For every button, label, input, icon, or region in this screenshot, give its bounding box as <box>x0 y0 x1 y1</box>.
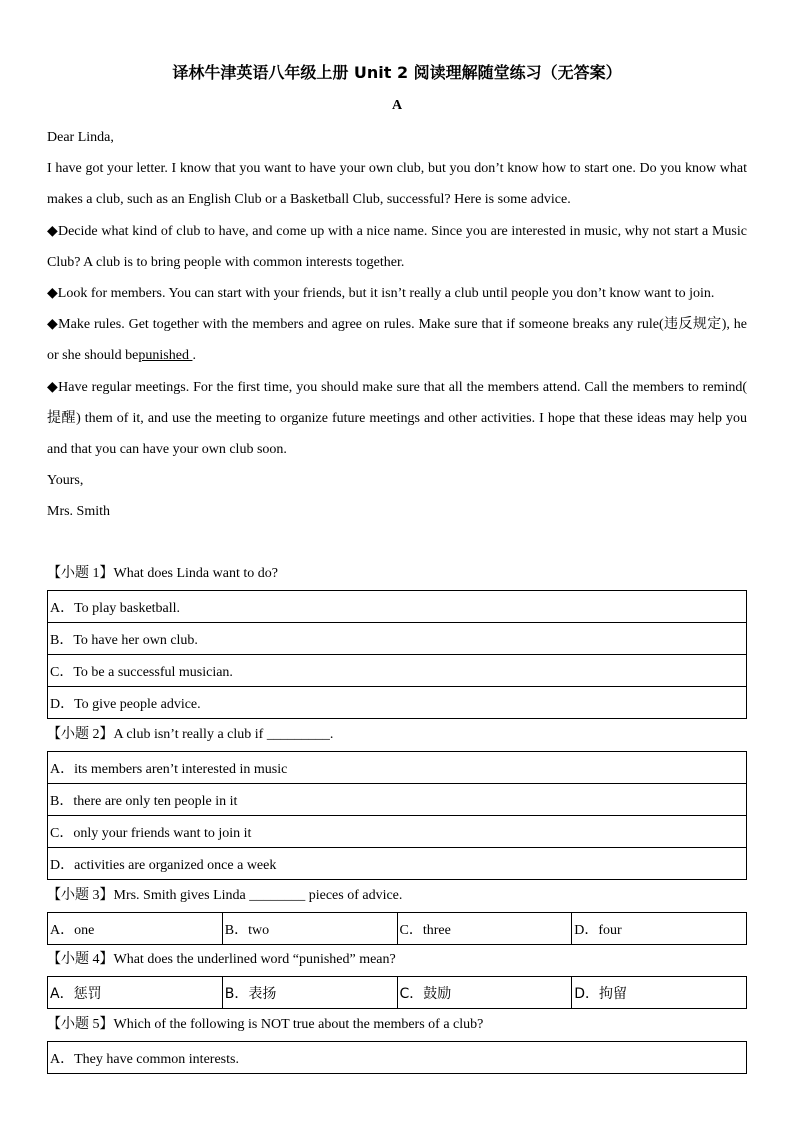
question-2-stem: 【小题 2】A club isn’t really a club if _________. <box>47 727 334 742</box>
q1-option-d[interactable]: D．To give people advice. <box>48 687 747 719</box>
reading-passage <box>47 122 747 528</box>
letter-closing: Yours, <box>47 473 84 489</box>
q4-option-a[interactable]: A．惩罚 <box>48 977 223 1009</box>
letter-signature: Mrs. Smith <box>47 504 111 520</box>
q1-option-c[interactable]: C．To be a successful musician. <box>48 655 747 687</box>
q5-option-a[interactable]: A．They have common interests. <box>48 1042 747 1074</box>
q4-option-d[interactable]: D．拘留 <box>572 977 747 1009</box>
section-label: A <box>391 98 403 113</box>
q3-option-b[interactable]: B．two <box>222 913 397 945</box>
question-4-stem: 【小题 4】What does the underlined word “punished” mean? <box>47 952 396 967</box>
advice-3-text: ◆Make rules. Get together with the members and agree on rules. Make sure that if someone breaks any rule(违反规定), he or she should be <box>47 317 747 364</box>
letter-paragraph-intro: I have got your letter. I know that you want to have your own club, but you don’t know how to start one. Do you know what makes a club, such as an English Club or a Basketball Club, successful? Here is some advice. <box>47 161 747 208</box>
q4-option-b[interactable]: B．表扬 <box>222 977 397 1009</box>
q1-option-a[interactable]: A．To play basketball. <box>48 591 747 623</box>
q4-option-c[interactable]: C．鼓励 <box>397 977 572 1009</box>
q2-option-c[interactable]: C．only your friends want to join it <box>48 816 747 848</box>
letter-advice-2: ◆Look for members. You can start with your friends, but it isn’t really a club until people you don’t know want to join. <box>47 286 715 302</box>
question-1-options <box>47 590 747 719</box>
q2-option-b[interactable]: B．there are only ten people in it <box>48 784 747 816</box>
letter-advice-1: ◆Decide what kind of club to have, and come up with a nice name. Since you are interested in music, why not start a Music Club? A club is to bring people with common interests together. <box>47 223 747 270</box>
question-5-stem: 【小题 5】Which of the following is NOT true about the members of a club? <box>47 1017 484 1032</box>
letter-greeting: Dear Linda, <box>47 130 114 145</box>
question-3-options <box>47 912 747 945</box>
q3-option-a[interactable]: A．one <box>48 913 223 945</box>
q2-option-a[interactable]: A．its members aren’t interested in music <box>48 752 747 784</box>
question-1-stem: 【小题 1】What does Linda want to do? <box>47 566 278 581</box>
question-2-options <box>47 751 747 880</box>
advice-3-end: . <box>192 348 196 364</box>
q3-option-c[interactable]: C．three <box>397 913 572 945</box>
page-title: 译林牛津英语八年级上册 Unit 2 阅读理解随堂练习（无答案） <box>172 63 622 82</box>
letter-advice-4: ◆Have regular meetings. For the first time, you should make sure that all the members attend. Call the members to remind( 提醒) them of it, and use the meeting to organize future meetings and other activities. I hope that these ideas may help you and that you can have your own club soon. <box>47 379 747 458</box>
q2-option-d[interactable]: D．activities are organized once a week <box>48 848 747 880</box>
question-5-options <box>47 1041 747 1074</box>
q3-option-d[interactable]: D．four <box>572 913 747 945</box>
question-4-options <box>47 976 747 1009</box>
underlined-word: punished <box>138 348 193 364</box>
question-3-stem: 【小题 3】Mrs. Smith gives Linda ________ pieces of advice. <box>47 888 403 903</box>
q1-option-b[interactable]: B．To have her own club. <box>48 623 747 655</box>
letter-advice-3 <box>47 309 747 371</box>
